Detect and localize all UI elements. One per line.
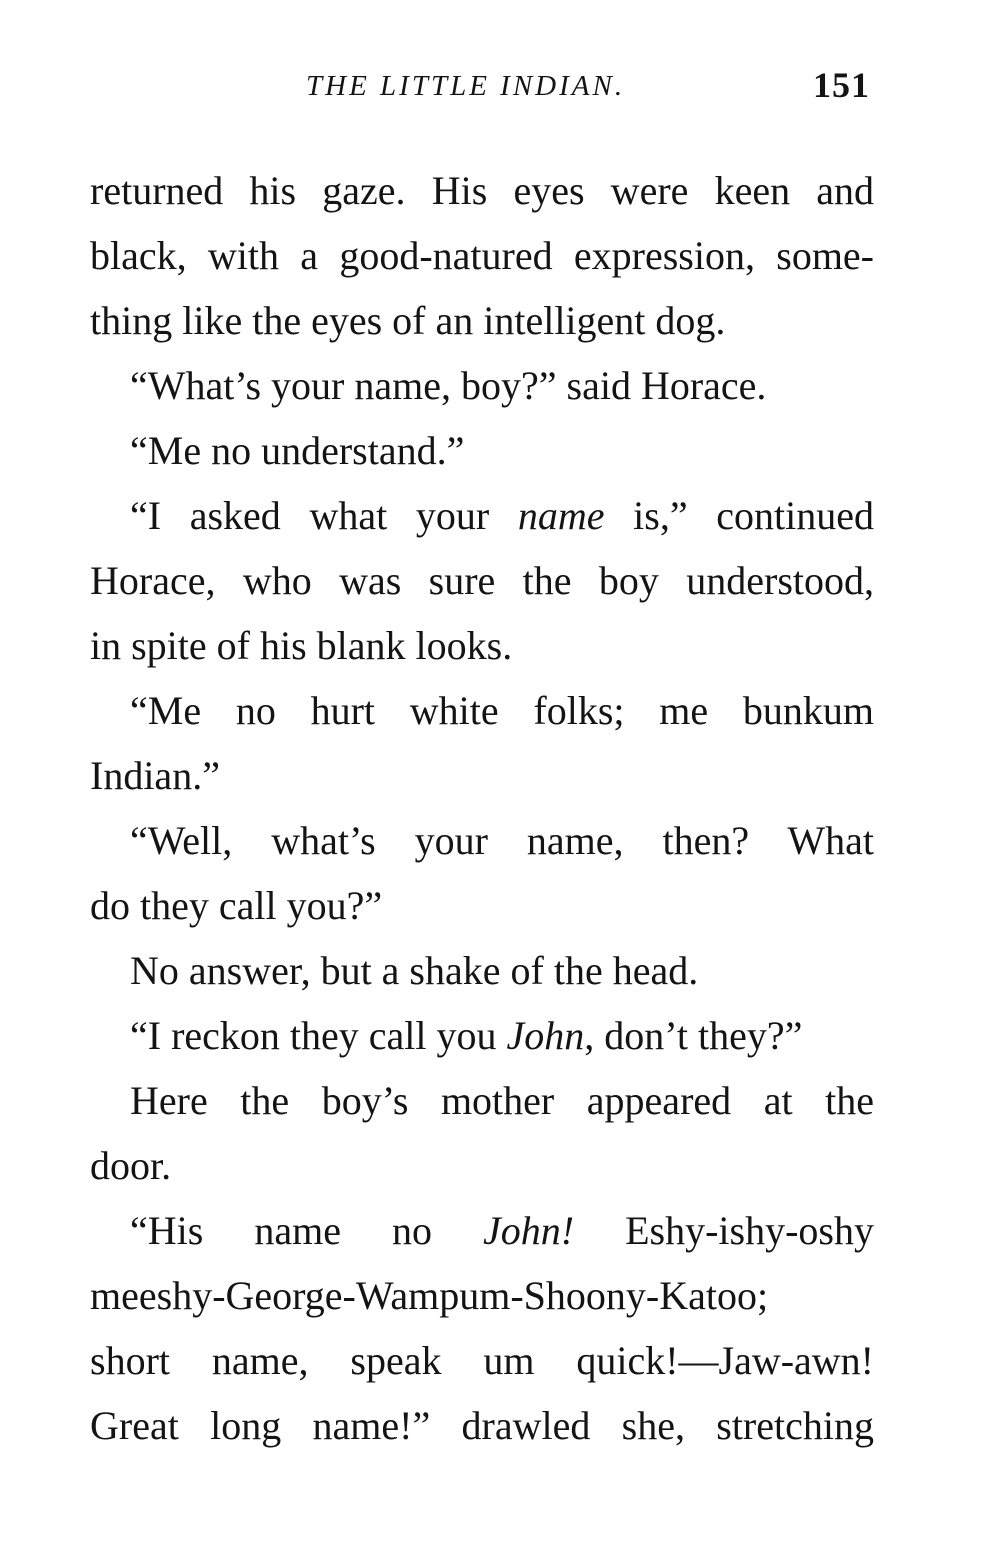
text-line: “Me no hurt white folks; me bunkum: [130, 688, 874, 733]
text-line: “I reckon they call you John, don’t they?”: [130, 1013, 803, 1058]
text-line: black, with a good-natured expression, some-: [90, 233, 874, 278]
text-line: short name, speak um quick!—Jaw-awn!: [90, 1338, 874, 1383]
running-head: [90, 64, 870, 114]
body-text: [90, 158, 874, 1458]
text-line: “His name no John! Eshy-ishy-oshy: [130, 1208, 874, 1253]
text-line: Here the boy’s mother appeared at the: [130, 1078, 874, 1123]
italic-word: John: [506, 1013, 585, 1058]
text-line: No answer, but a shake of the head.: [130, 948, 699, 993]
page-number: 151: [813, 65, 870, 105]
running-title: THE LITTLE INDIAN.: [306, 70, 626, 102]
text-line: Great long name!” drawled she, stretching: [90, 1403, 874, 1448]
text-line: “What’s your name, boy?” said Horace.: [130, 363, 767, 408]
text-line: “I asked what your name is,” continued: [130, 493, 874, 538]
text-line: meeshy-George-Wampum-Shoony-Katoo;: [90, 1273, 769, 1318]
italic-word: name: [517, 493, 605, 538]
italic-word: John!: [483, 1208, 575, 1253]
text-line: door.: [90, 1143, 172, 1188]
text-line: thing like the eyes of an intelligent dog.: [90, 298, 726, 343]
text-line: “Well, what’s your name, then? What: [130, 818, 874, 863]
text-line: returned his gaze. His eyes were keen and: [90, 168, 874, 213]
text-line: “Me no understand.”: [130, 428, 465, 473]
text-line: Indian.”: [90, 753, 220, 798]
text-line: Horace, who was sure the boy understood,: [90, 558, 874, 603]
text-line: in spite of his blank looks.: [90, 623, 513, 668]
text-line: do they call you?”: [90, 883, 383, 928]
